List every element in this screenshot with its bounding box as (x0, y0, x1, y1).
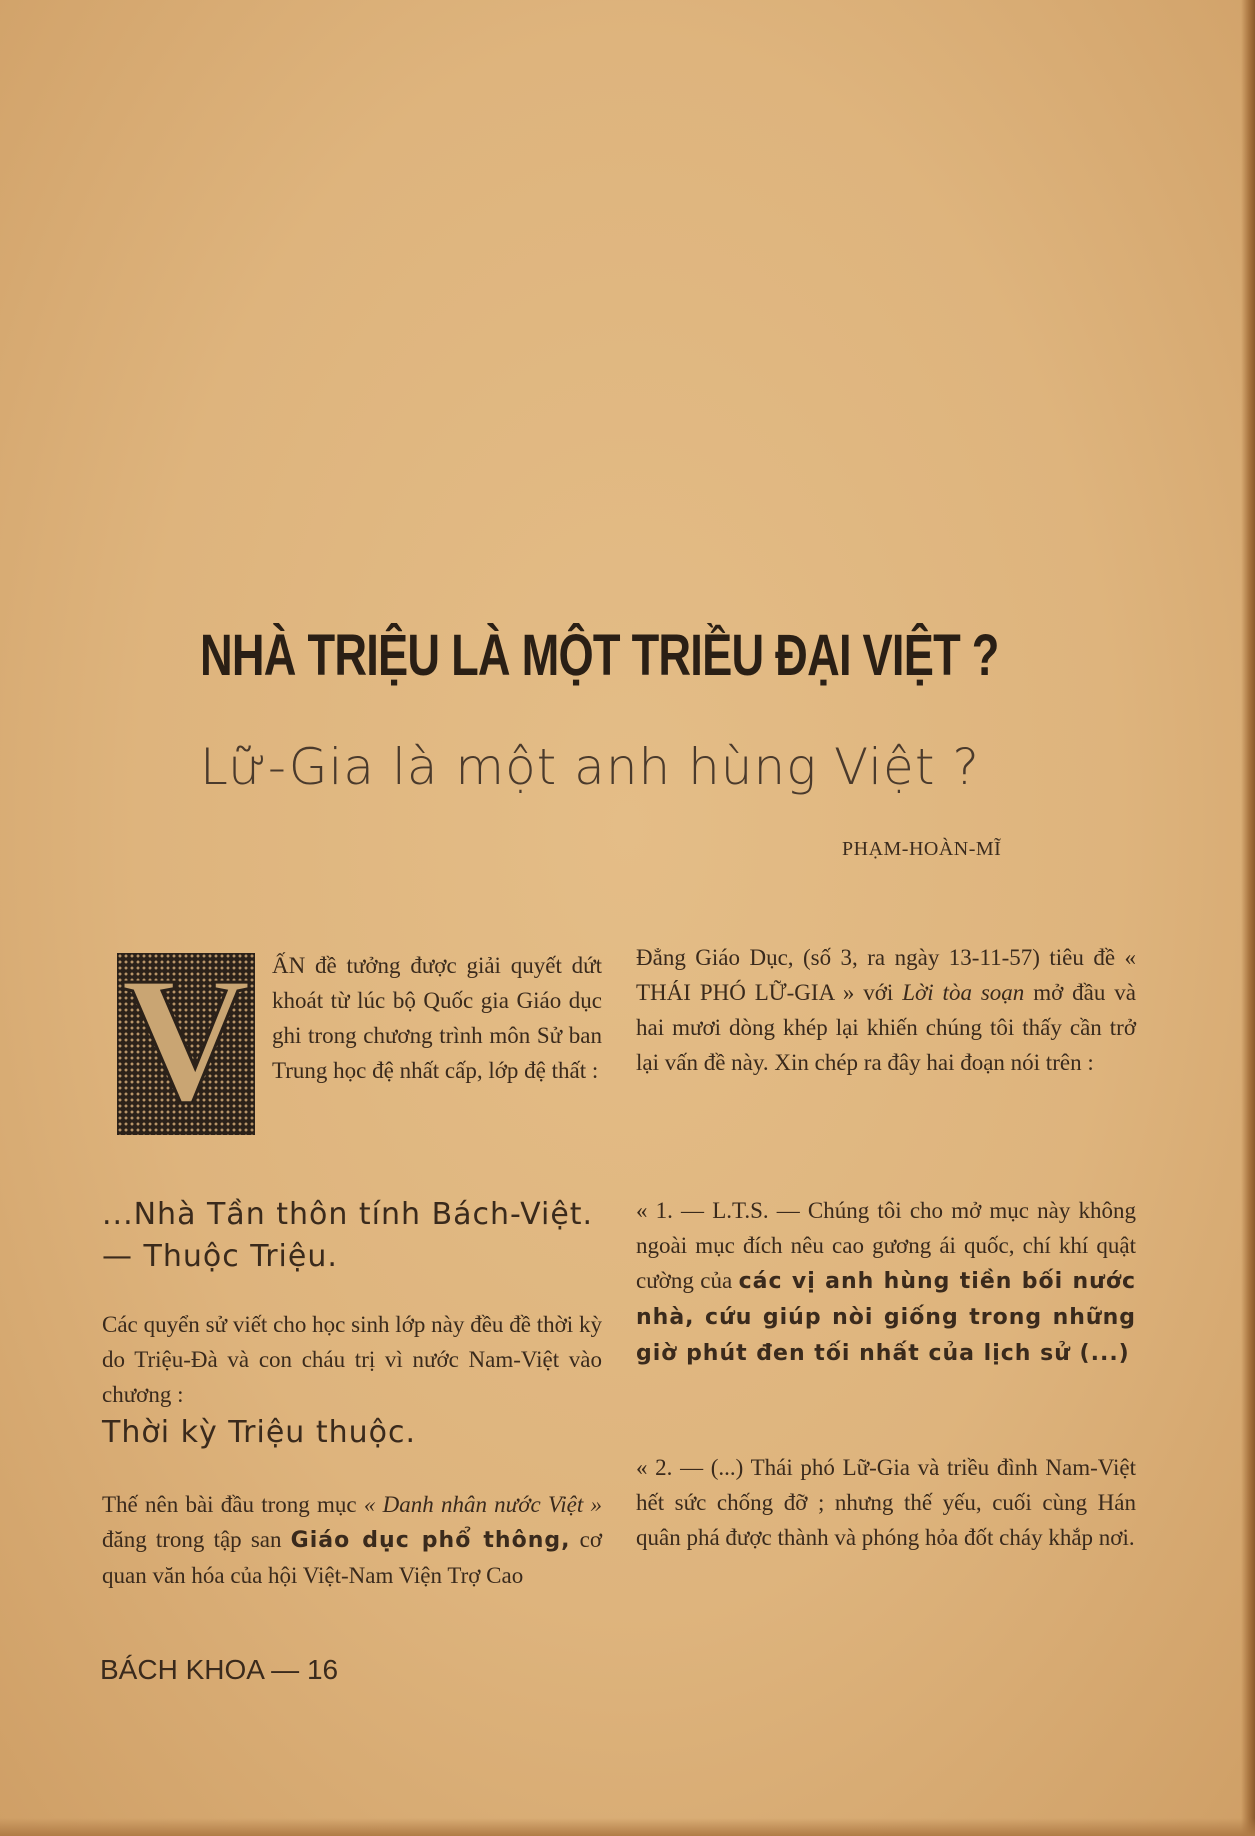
right-p2-bold: các vị anh hùng tiền bối nước nhà, cứu giúp nòi giống trong những giờ phút đen tối nhất của lịch sử (...) (636, 1269, 1136, 1366)
right-p1-part-2: mở đầu và hai mươi dòng khép lại khiến chúng tôi thấy cần trở lại vấn đề này. Xin chép ra đây hai đoạn nói trên : (636, 980, 1136, 1075)
left-p3-part-2: đăng trong tập san (102, 1527, 291, 1552)
left-paragraph-3 (102, 1487, 602, 1593)
right-paragraph-2-text (636, 1193, 1136, 1371)
left-paragraph-2 (102, 1307, 602, 1412)
right-paragraph-3 (636, 1450, 1136, 1555)
right-paragraph-3-text: « 2. — (...) Thái phó Lữ-Gia và triều đình Nam-Việt hết sức chống đỡ ; nhưng thế yếu, cuối cùng Hán quân phá được thành và phóng hỏa đốt cháy khắp nơi. (636, 1455, 1136, 1550)
article-author: PHẠM-HOÀN-MĨ (842, 838, 1002, 860)
page-edge-right (1241, 0, 1255, 1836)
article-title: NHÀ TRIỆU LÀ MỘT TRIỀU ĐẠI VIỆT ? (200, 623, 999, 688)
intro-text: ẤN đề tưởng được giải quyết dứt khoát từ lúc bộ Quốc gia Giáo dục ghi trong chương trình môn Sử ban Trung học đệ nhất cấp, lớp đệ thất : (272, 953, 602, 1083)
right-paragraph-1-text (636, 940, 1136, 1080)
section-heading-tan: ...Nhà Tần thôn tính Bách-Việt. — Thuộc Triệu. (102, 1197, 594, 1274)
left-paragraph-2-text: Các quyển sử viết cho học sinh lớp này đều đề thời kỳ do Triệu-Đà và con cháu trị vì nước Nam-Việt vào chương : (102, 1312, 602, 1407)
right-p1-italic: Lời tòa soạn (902, 980, 1025, 1005)
intro-paragraph (272, 948, 602, 1088)
right-paragraph-2 (636, 1193, 1136, 1371)
left-p3-part-1: Thế nên bài đầu trong mục (102, 1492, 364, 1517)
left-p3-part-3: cơ quan văn hóa của hội Việt-Nam Viện Trợ Cao (102, 1527, 602, 1588)
right-p2-part-1: « 1. — L.T.S. — Chúng tôi cho mở mục này không ngoài mục đích nêu cao gương ái quốc, chí khí quật cường của (636, 1198, 1136, 1293)
drop-cap (117, 940, 255, 1139)
page-footer: BÁCH KHOA — 16 (100, 1654, 339, 1685)
right-paragraph-1 (636, 940, 1136, 1080)
left-p3-italic: « Danh nhân nước Việt » (363, 1492, 603, 1517)
right-p1-part-1: Đẳng Giáo Dục, (số 3, ra ngày 13-11-57) tiêu đề « THÁI PHÓ LỮ-GIA » với (636, 945, 1136, 1005)
article-subtitle: Lữ-Gia là một anh hùng Việt ? (200, 738, 980, 796)
drop-cap-letter: V (121, 940, 251, 1139)
left-p3-bold: Giáo dục phổ thông, (290, 1528, 571, 1553)
left-paragraph-3-text (102, 1487, 602, 1593)
section-heading-trieu-thuoc: Thời kỳ Triệu thuộc. (102, 1415, 416, 1450)
page-edge-bottom (0, 1818, 1255, 1836)
